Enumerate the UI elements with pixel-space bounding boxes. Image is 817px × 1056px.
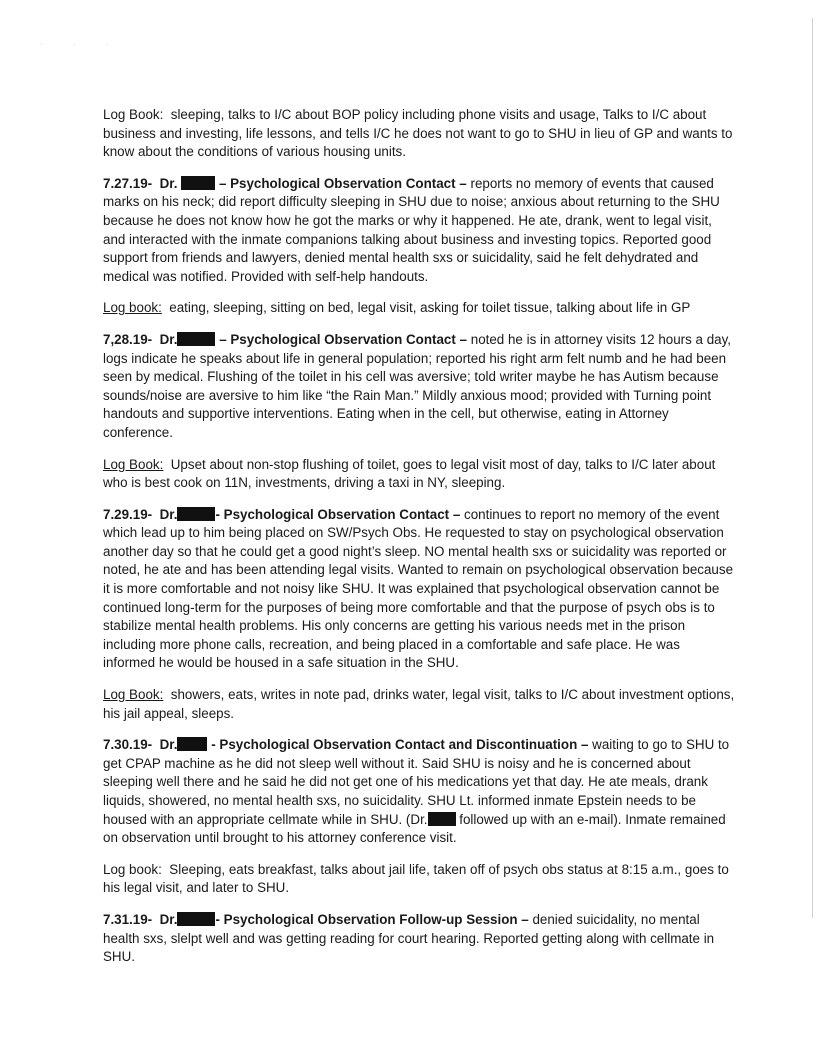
entry-date: 7.29.19- [103,506,153,522]
entry-date: 7.31.19- [103,911,153,927]
log-book-text: showers, eats, writes in note pad, drinks water, legal visit, talks to I/C about investment options, his jail appeal, sleeps. [103,687,735,721]
document-body [103,106,735,980]
observation-entry [103,331,735,443]
log-book-text: Sleeping, eats breakfast, talks about jail life, taken off of psych obs status at 8:15 a.m., goes to his legal visit, and later to SHU. [103,861,729,896]
observation-entry [103,506,735,673]
scan-specks: · · · [40,40,123,49]
log-book-paragraph [103,456,735,493]
log-book-label: Log book: [103,300,162,316]
entry-title: – Psychological Observation Contact – [219,331,468,347]
doctor-label: Dr. [159,175,178,191]
entry-title: - Psychological Observation Contact and Discontinuation – [211,737,589,753]
entry-title: – Psychological Observation Contact – [218,175,467,191]
entry-title: - Psychological Observation Contact – [215,506,461,522]
entry-title: - Psychological Observation Follow-up Session – [215,911,529,927]
log-book-label: Log Book: [103,687,164,703]
observation-entry [103,736,735,848]
log-book-label: Log Book: [103,107,164,122]
log-book-paragraph [103,861,735,898]
log-book-text: eating, sleeping, sitting on bed, legal visit, asking for toilet tissue, talking about life in GP [169,300,691,316]
entry-date: 7.30.19- [103,737,153,753]
entry-date: 7.27.19- [103,175,153,191]
entry-text: reports no memory of events that caused marks on his neck; did report difficulty sleeping in SHU due to noise; anxious about returning to the SHU because he does not know how he got the marks or why it happened. He ate, drank, went to legal visit, and interacted with the inmate companions talking about business and investing topics. Reported good support from friends and lawyers, denied mental health sxs or suicidality, said he felt dehydrated and medical was notified. Provided with self-help handouts. [103,175,720,284]
log-book-text: Upset about non-stop flushing of toilet, goes to legal visit most of day, talks to I/C later about who is best cook on 11N, investments, driving a taxi in NY, sleeping. [103,456,716,491]
page-edge [812,18,813,918]
observation-entry [103,175,735,287]
log-book-label: Log Book: [103,456,164,472]
entry-text: followed up with an e-mail). Inmate remained on observation until brought to his attorney conference visit. [103,811,726,846]
log-book-label: Log book: [103,861,162,877]
log-book-text: sleeping, talks to I/C about BOP policy including phone visits and usage, Talks to I/C about business and investing, life lessons, and tells I/C he does not want to go to SHU in lieu of GP and wants to know about the conditions of various housing units. [103,107,733,160]
redaction-block [177,737,207,751]
redaction-block [181,176,215,190]
redaction-block [428,812,456,826]
redaction-block [177,332,215,346]
entry-text: noted he is in attorney visits 12 hours a day, logs indicate he speaks about life in general population; reported his right arm felt numb and he had been seen by medical. Flushing of the toilet in his cell was aversive; told writer maybe he has Autism because sounds/noise are aversive to him like “the Rain Man.” Mildly anxious mood; provided with Turning point handouts and supportive interventions. Eating when in the cell, but otherwise, eating in Attorney conference. [103,331,732,440]
log-book-paragraph [103,686,735,723]
entry-text: continues to report no memory of the event which lead up to him being placed on SW/Psych Obs. He requested to stay on psychological observation another day so that he could get a good night’s sleep. NO mental health sxs or suicidality was reported or noted, he ate and has been attending legal visits. Wanted to remain on psychological observation because it is more comfortable and not noisy like SHU. It was explained that psychological observation cannot be continued long-term for the purposes of being more comfortable and that the purpose of psych obs is to stabilize mental health problems. His only concerns are getting his various needs met in the prison including more phone calls, recreation, and being placed in a comfortable and safe place. He was informed he would be housed in a safe situation in the SHU. [103,506,734,671]
doctor-label: Dr. [159,911,178,927]
entry-text: denied suicidality, no mental health sxs, slelpt well and was getting reading for court hearing. Reported getting along with cellmate in SHU. [103,911,715,965]
doctor-label: Dr. [159,331,178,347]
observation-entry [103,911,735,967]
doctor-label: Dr. [159,506,178,522]
log-book-paragraph [103,106,735,162]
redaction-block [177,912,215,926]
redaction-block [177,507,215,521]
log-book-paragraph [103,299,735,318]
entry-text: waiting to go to SHU to get CPAP machine as he did not sleep well without it. Said SHU is noisy and he is concerned about sleeping well there and he said he did not get one of his medications yet that day. He ate meals, drank liquids, showered, no mental health sxs, no suicidality. SHU Lt. informed inmate Epstein needs to be housed with an appropriate cellmate while in SHU. (Dr. [103,737,730,827]
doctor-label: Dr. [159,737,178,753]
entry-date: 7,28.19- [103,331,153,347]
